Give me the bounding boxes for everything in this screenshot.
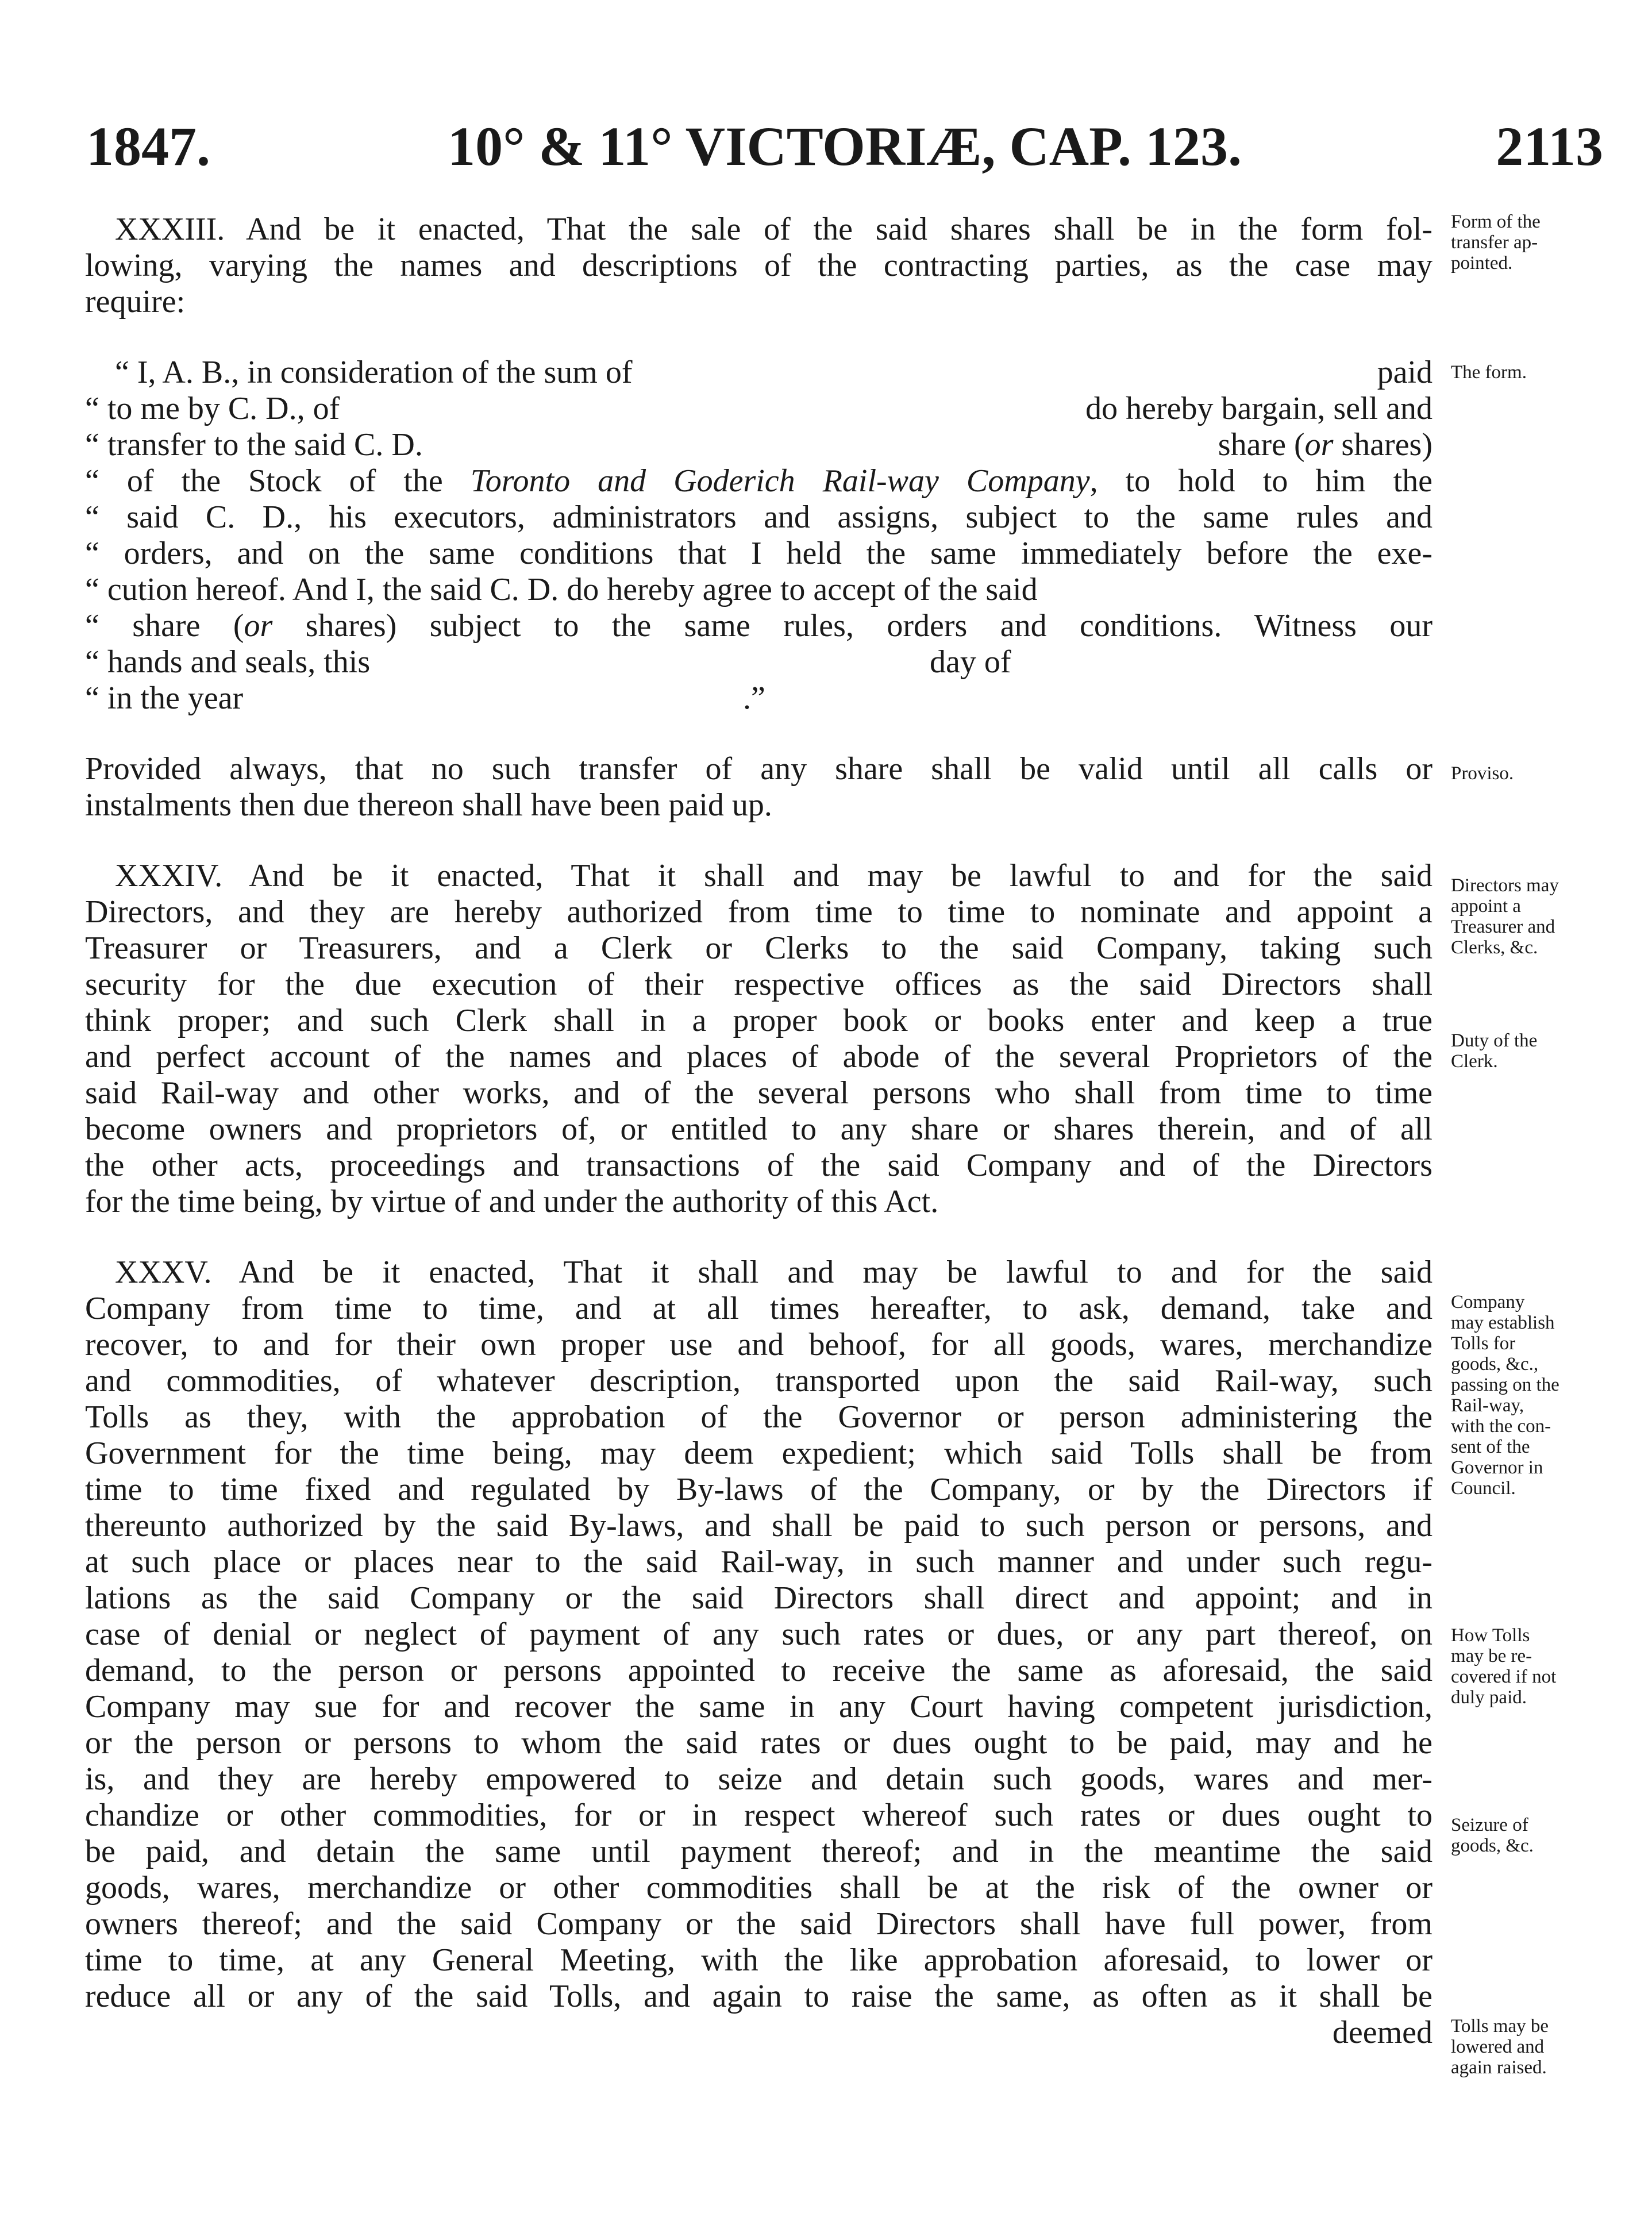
form-line (85, 355, 1432, 391)
text-line: and perfect account of the names and places of abode of the several Proprietors of the (85, 1039, 1432, 1075)
text-line: owners thereof; and the said Company or the said Directors shall have full power, from (85, 1906, 1432, 1942)
form-text: “ transfer to the said C. D. (85, 427, 423, 463)
section-xxxiii (85, 211, 1432, 320)
marginal-note: Tolls may be lowered and again raised. (1451, 2016, 1549, 2078)
text-line: Provided always, that no such transfer of any share shall be valid until all calls or (85, 751, 1432, 787)
text-line: Tolls as they, with the approbation of the Governor or person administering the (85, 1399, 1432, 1435)
form-line (85, 680, 1432, 717)
text-line: chandize or other commodities, for or in respect whereof such rates or dues ought to (85, 1798, 1432, 1833)
form-line (85, 572, 1432, 608)
form-text: “ share (or shares) subject to the same rules, orders and conditions. Witness our (85, 608, 1433, 644)
text-line: Company may sue for and recover the same in any Court having competent jurisdiction, (85, 1689, 1432, 1725)
marginal-note: Proviso. (1451, 763, 1514, 784)
form-text: “ of the Stock of the Toronto and Goderich Rail-way Company, to hold to him the (85, 463, 1432, 499)
text-line: instalments then due thereon shall have been paid up. (85, 787, 772, 823)
text-line: demand, to the person or persons appointed to receive the same as aforesaid, the said (85, 1653, 1432, 1688)
form-text: “ said C. D., his executors, administrators and assigns, subject to the same rules and (85, 499, 1432, 535)
form-text: “ cution hereof. And I, the said C. D. do hereby agree to accept of the said (85, 572, 1038, 607)
header-title: 10° & 11° VICTORIÆ, CAP. 123. (448, 116, 1242, 177)
form-text: “ to me by C. D., of (85, 391, 340, 426)
text-line: is, and they are hereby empowered to seize and detain such goods, wares and mer- (85, 1761, 1432, 1797)
text-line: goods, wares, merchandize or other commodities shall be at the risk of the owner or (85, 1870, 1432, 1906)
text-line: or the person or persons to whom the said rates or dues ought to be paid, may and he (85, 1725, 1432, 1761)
running-header (86, 112, 1603, 181)
marginal-note: How Tolls may be re- covered if not duly paid. (1451, 1625, 1557, 1708)
form-text: “ orders, and on the same conditions that I held the same immediately before the exe- (85, 536, 1432, 571)
text-line: thereunto authorized by the said By-laws, and shall be paid to such person or persons, and (85, 1508, 1432, 1544)
text-line: the other acts, proceedings and transactions of the said Company and of the Directors (85, 1148, 1432, 1183)
section-xxxiv (85, 858, 1432, 1220)
form-text: .” (743, 680, 765, 716)
text-line: reduce all or any of the said Tolls, and again to raise the same, as often as it shall be (85, 1979, 1432, 2014)
text-line: XXXIII. And be it enacted, That the sale of the said shares shall be in the form fol- (115, 211, 1432, 247)
text-line: security for the due execution of their respective offices as the said Directors shall (85, 967, 1432, 1002)
marginal-note: Company may establish Tolls for goods, &c., passing on the Rail-way, with the con- sent of the Governor in Council. (1451, 1292, 1559, 1499)
form-line (85, 608, 1432, 644)
header-year: 1847. (86, 116, 210, 177)
form-text: “ in the year (85, 680, 244, 716)
transfer-form (85, 355, 1432, 717)
form-text: “ I, A. B., in consideration of the sum of (115, 355, 633, 390)
text-line: become owners and proprietors of, or entitled to any share or shares therein, and of all (85, 1111, 1432, 1147)
marginal-note: Form of the transfer ap- pointed. (1451, 211, 1541, 274)
text-line: Directors, and they are hereby authorized from time to time to nominate and appoint a (85, 894, 1432, 930)
text-line: Company from time to time, and at all times hereafter, to ask, demand, take and (85, 1291, 1432, 1326)
text-line: said Rail-way and other works, and of the several persons who shall from time to time (85, 1075, 1432, 1111)
form-line (85, 536, 1432, 572)
text-line: be paid, and detain the same until payment thereof; and in the meantime the said (85, 1834, 1432, 1869)
text-line: and commodities, of whatever description, transported upon the said Rail-way, such (85, 1363, 1432, 1399)
form-text: “ hands and seals, this (85, 644, 371, 680)
main-text (85, 211, 1432, 2085)
text-line: lations as the said Company or the said Directors shall direct and appoint; and in (85, 1580, 1432, 1616)
section-xxxv (85, 1254, 1432, 2051)
marginal-note: Seizure of goods, &c. (1451, 1815, 1534, 1856)
marginal-note: Directors may appoint a Treasurer and Clerks, &c. (1451, 875, 1559, 958)
form-line (85, 391, 1432, 427)
marginal-note: Duty of the Clerk. (1451, 1030, 1538, 1072)
text-line: require: (85, 284, 186, 320)
form-text: day of (930, 644, 1011, 680)
text-line: Government for the time being, may deem expedient; which said Tolls shall be from (85, 1435, 1432, 1471)
form-line (85, 644, 1432, 680)
text-line: Treasurer or Treasurers, and a Clerk or Clerks to the said Company, taking such (85, 930, 1432, 966)
form-text: do hereby bargain, sell and (1085, 391, 1432, 426)
catchword: deemed (1332, 2015, 1432, 2050)
text-line: think proper; and such Clerk shall in a proper book or books enter and keep a true (85, 1003, 1432, 1038)
text-line: time to time, at any General Meeting, with the like approbation aforesaid, to lower or (85, 1942, 1432, 1978)
text-line: for the time being, by virtue of and under the authority of this Act. (85, 1184, 939, 1219)
text-line: recover, to and for their own proper use and behoof, for all goods, wares, merchandize (85, 1327, 1432, 1362)
page-number: 2113 (1496, 116, 1603, 177)
form-text: share (or shares) (1218, 427, 1432, 463)
text-line: lowing, varying the names and descriptions of the contracting parties, as the case may (85, 248, 1432, 283)
text-line: at such place or places near to the said Rail-way, in such manner and under such regu- (85, 1544, 1432, 1580)
marginal-note: The form. (1451, 362, 1527, 383)
text-line: XXXV. And be it enacted, That it shall and may be lawful to and for the said (115, 1254, 1432, 1290)
form-line (85, 499, 1432, 536)
form-line (85, 427, 1432, 463)
proviso-paragraph (85, 751, 1432, 823)
text-line: time to time fixed and regulated by By-laws of the Company, or by the Directors if (85, 1472, 1432, 1507)
form-line (85, 463, 1432, 499)
text-line: case of denial or neglect of payment of any such rates or dues, or any part thereof, on (85, 1616, 1432, 1652)
form-text: paid (1377, 355, 1432, 390)
text-line: XXXIV. And be it enacted, That it shall and may be lawful to and for the said (115, 858, 1432, 894)
